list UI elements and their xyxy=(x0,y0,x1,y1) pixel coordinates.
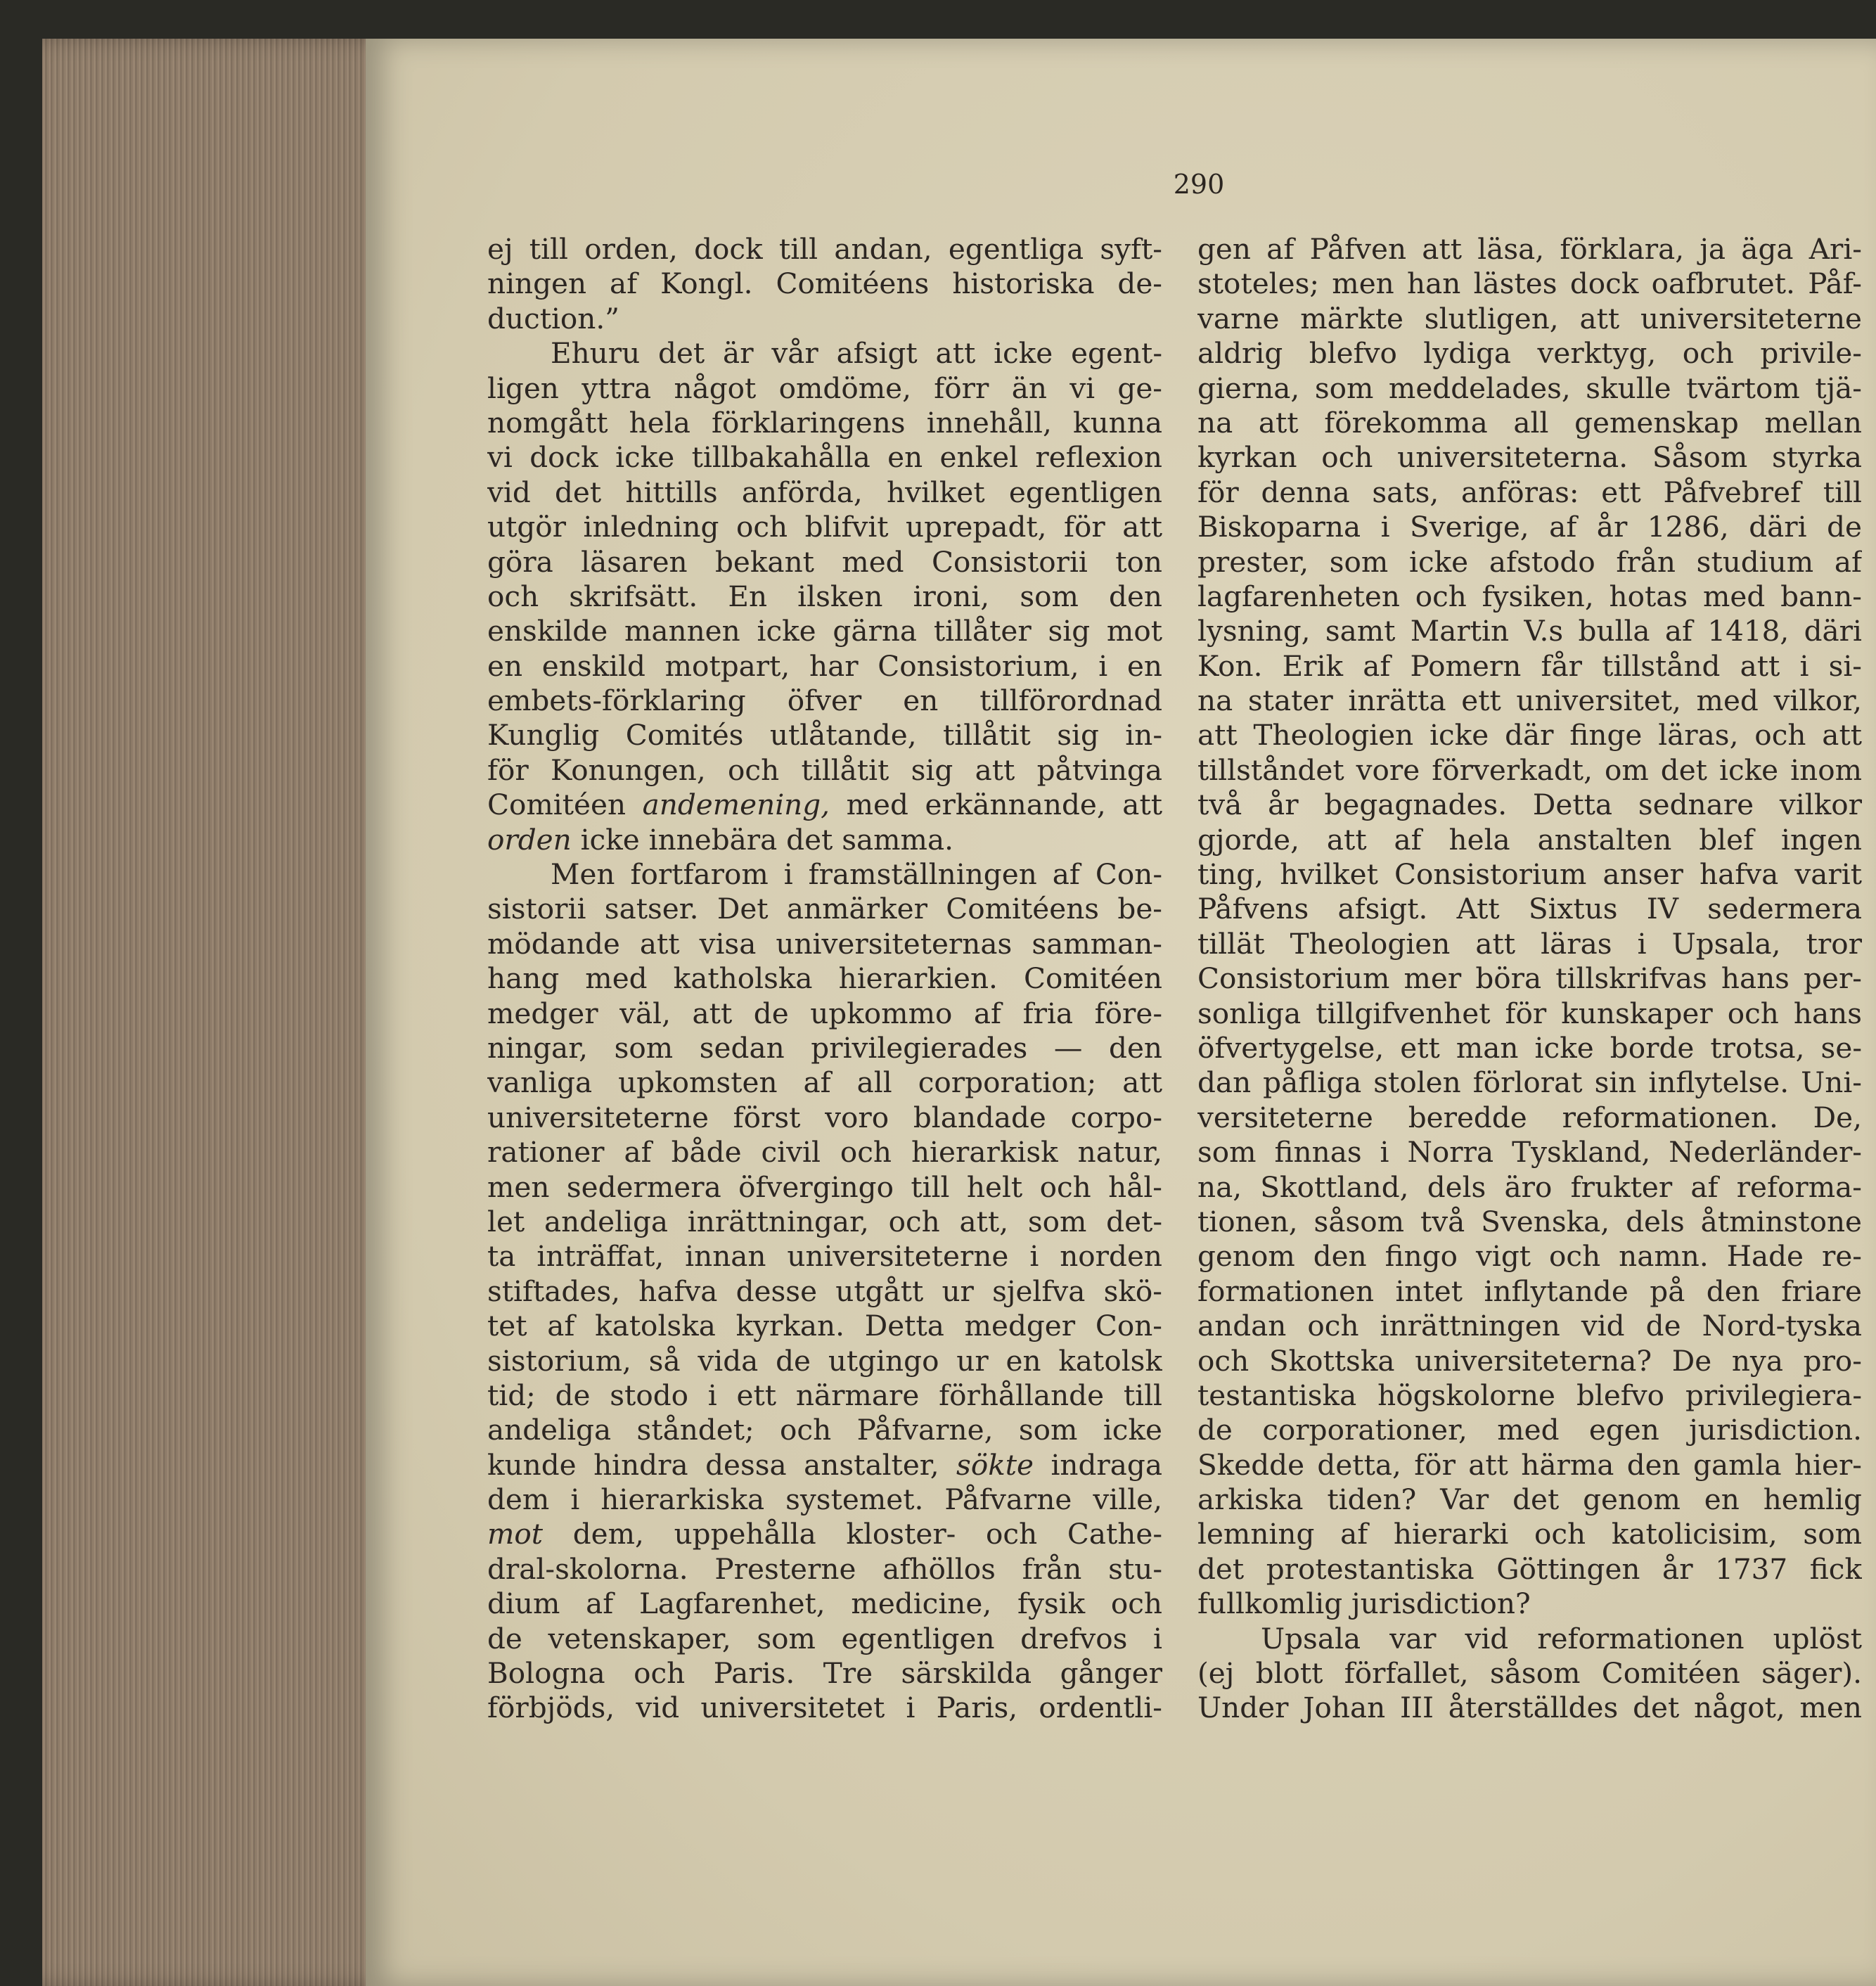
text-line: andan och inrättningen vid de Nord-tyska xyxy=(1197,1309,1862,1343)
text-line: tionen, såsom två Svenska, dels åtminstone xyxy=(1197,1204,1862,1238)
text-line: att Theologien icke där finge läras, och att xyxy=(1197,718,1862,752)
text-line: hang med katholska hierarkien. Comitéen xyxy=(487,961,1162,996)
text-line: tet af katolska kyrkan. Detta medger Con- xyxy=(487,1309,1162,1343)
text-line: gen af Påfven att läsa, förklara, ja äga Ari- xyxy=(1197,232,1862,266)
text-line: två år begagnades. Detta sednare vilkor xyxy=(1197,788,1862,822)
text-line: gjorde, att af hela anstalten blef ingen xyxy=(1197,822,1862,857)
text-line: det protestantiska Göttingen år 1737 fick xyxy=(1197,1551,1862,1586)
text-line xyxy=(487,788,1162,822)
text-line: vi dock icke tillbakahålla en enkel reflexion xyxy=(487,440,1162,475)
text-line: medger väl, att de upkommo af fria före- xyxy=(487,996,1162,1030)
text-line: andeliga ståndet; och Påfvarne, som icke xyxy=(487,1413,1162,1447)
text-segment: Comitéen xyxy=(487,788,643,822)
text-line: Påfvens afsigt. Att Sixtus IV sedermera xyxy=(1197,892,1862,926)
text-line: nomgått hela förklaringens innehåll, kunna xyxy=(487,405,1162,440)
text-line: tillät Theologien att läras i Upsala, tror xyxy=(1197,926,1862,961)
text-line: de vetenskaper, som egentligen drefvos i xyxy=(487,1621,1162,1655)
text-line: embets-förklaring öfver en tillförordnad xyxy=(487,684,1162,718)
text-line: varne märkte slutligen, att universiteterne xyxy=(1197,301,1862,335)
text-line: och skrifsätt. En ilsken ironi, som den xyxy=(487,579,1162,613)
text-line: Ehuru det är vår afsigt att icke egent- xyxy=(551,336,1162,371)
page-number: 290 xyxy=(1173,169,1225,200)
text-segment: med erkännande, att xyxy=(830,788,1162,822)
text-line: dium af Lagfarenhet, medicine, fysik och xyxy=(487,1587,1162,1621)
text-line: kyrkan och universiteterna. Såsom styrka xyxy=(1197,440,1862,475)
text-line: gierna, som meddelades, skulle tvärtom tjä- xyxy=(1197,371,1862,405)
text-line: tid; de stodo i ett närmare förhållande till xyxy=(487,1378,1162,1412)
text-line: vid det hittills anförda, hvilket egentligen xyxy=(487,475,1162,509)
text-line: öfvertygelse, ett man icke borde trotsa, se- xyxy=(1197,1030,1862,1065)
text-line: enskilde mannen icke gärna tillåter sig mot xyxy=(487,614,1162,648)
text-line: Bologna och Paris. Tre särskilda gånger xyxy=(487,1656,1162,1691)
text-line: för Konungen, och tillåtit sig att påtvinga xyxy=(487,752,1162,787)
italic-word: andemening, xyxy=(642,788,830,822)
text-line: lysning, samt Martin V.s bulla af 1418, däri xyxy=(1197,614,1862,648)
text-line: aldrig blefvo lydiga verktyg, och privile- xyxy=(1197,336,1862,371)
text-line: ligen yttra något omdöme, förr än vi ge- xyxy=(487,371,1162,405)
text-line: arkiska tiden? Var det genom en hemlig xyxy=(1197,1482,1862,1517)
text-line: genom den fingo vigt och namn. Hade re- xyxy=(1197,1239,1862,1274)
text-line: en enskild motpart, har Consistorium, i en xyxy=(487,648,1162,683)
text-line: lagfarenheten och fysiken, hotas med bann- xyxy=(1197,579,1862,613)
text-line: na stater inrätta ett universitet, med vilkor, xyxy=(1197,684,1862,718)
text-line: ningen af Kongl. Comitéens historiska de- xyxy=(487,267,1162,301)
text-line xyxy=(487,1448,1162,1482)
text-line: ta inträffat, innan universiteterne i norden xyxy=(487,1239,1162,1274)
text-line: let andeliga inrättningar, och att, som det- xyxy=(487,1204,1162,1238)
text-line: förbjöds, vid universitetet i Paris, ordentli- xyxy=(487,1691,1162,1725)
text-line: fullkomlig jurisdiction? xyxy=(1197,1587,1531,1621)
text-line: universiteterne först voro blandade corpo- xyxy=(487,1100,1162,1134)
text-line: sistorii satser. Det anmärker Comitéens be- xyxy=(487,892,1162,926)
text-line: ningar, som sedan privilegierades — den xyxy=(487,1030,1162,1065)
text-line: Upsala var vid reformationen uplöst xyxy=(1261,1621,1862,1655)
text-line: som finnas i Norra Tyskland, Nederländer- xyxy=(1197,1135,1862,1170)
text-line: men sedermera öfvergingo till helt och hål- xyxy=(487,1170,1162,1204)
text-segment: dem, uppehålla kloster- och Cathe- xyxy=(543,1517,1162,1551)
text-line: Biskoparna i Sverige, af år 1286, däri de xyxy=(1197,510,1862,544)
text-line: ej till orden, dock till andan, egentliga syft- xyxy=(487,232,1162,266)
text-line: (ej blott förfallet, såsom Comitéen säger). xyxy=(1197,1656,1862,1691)
text-line: testantiska högskolorne blefvo privilegiera- xyxy=(1197,1378,1862,1412)
text-line: Skedde detta, för att härma den gamla hier- xyxy=(1197,1447,1862,1482)
text-line: Kon. Erik af Pomern får tillstånd att i si- xyxy=(1197,648,1862,683)
right-text-column xyxy=(1197,232,1862,1726)
text-line: sonliga tillgifvenhet för kunskaper och hans xyxy=(1197,996,1862,1030)
text-line: Under Johan III återställdes det något, men xyxy=(1197,1691,1862,1725)
book-fore-edge xyxy=(42,39,394,1986)
text-line xyxy=(487,823,1162,857)
text-line: stiftades, hafva desse utgått ur sjelfva skö- xyxy=(487,1274,1162,1308)
text-line: duction.” xyxy=(487,301,619,335)
text-line: prester, som icke afstodo från studium af xyxy=(1197,544,1862,579)
text-segment: icke innebära det samma. xyxy=(571,822,953,857)
text-line: stoteles; men han lästes dock oafbrutet. Påf- xyxy=(1197,267,1862,301)
text-line: dan påfliga stolen förlorat sin inflytelse. Uni- xyxy=(1197,1065,1862,1100)
text-line: sistorium, så vida de utgingo ur en katolsk xyxy=(487,1343,1162,1378)
text-line: Men fortfarom i framställningen af Con- xyxy=(551,857,1162,892)
italic-word: orden xyxy=(487,822,572,857)
text-line: dral-skolorna. Presterne afhöllos från stu- xyxy=(487,1551,1162,1586)
text-line: lemning af hierarki och katolicisim, som xyxy=(1197,1517,1862,1551)
text-line: rationer af både civil och hierarkisk natur, xyxy=(487,1135,1162,1170)
text-line: för denna sats, anföras: ett Påfvebref till xyxy=(1197,475,1862,509)
text-segment: indraga xyxy=(1034,1447,1162,1482)
text-line: och Skottska universiteterna? De nya pro- xyxy=(1197,1343,1862,1378)
text-line: Kunglig Comités utlåtande, tillåtit sig in- xyxy=(487,718,1162,752)
text-segment: kunde hindra dessa anstalter, xyxy=(487,1447,957,1482)
italic-word: sökte xyxy=(956,1447,1034,1482)
text-line: na att förekomma all gemenskap mellan xyxy=(1197,405,1862,440)
text-line: formationen intet inflytande på den friare xyxy=(1197,1274,1862,1308)
text-line: göra läsaren bekant med Consistorii ton xyxy=(487,544,1162,579)
text-line: ting, hvilket Consistorium anser hafva varit xyxy=(1197,857,1862,892)
text-line: versiteterne beredde reformationen. De, xyxy=(1197,1100,1862,1134)
text-line xyxy=(487,1517,1162,1551)
left-text-column xyxy=(487,232,1162,1726)
text-line: utgör inledning och blifvit uprepadt, för att xyxy=(487,510,1162,544)
text-line: vanliga upkomsten af all corporation; att xyxy=(487,1065,1162,1100)
italic-word: mot xyxy=(487,1517,544,1551)
text-line: Consistorium mer böra tillskrifvas hans per- xyxy=(1197,961,1862,996)
text-line: mödande att visa universiteternas samman- xyxy=(487,926,1162,961)
text-line: dem i hierarkiska systemet. Påfvarne ville, xyxy=(487,1482,1162,1517)
text-line: na, Skottland, dels äro frukter af reforma- xyxy=(1197,1170,1862,1204)
text-line: de corporationer, med egen jurisdiction. xyxy=(1197,1413,1862,1447)
text-line: tillståndet vore förverkadt, om det icke inom xyxy=(1197,752,1862,787)
